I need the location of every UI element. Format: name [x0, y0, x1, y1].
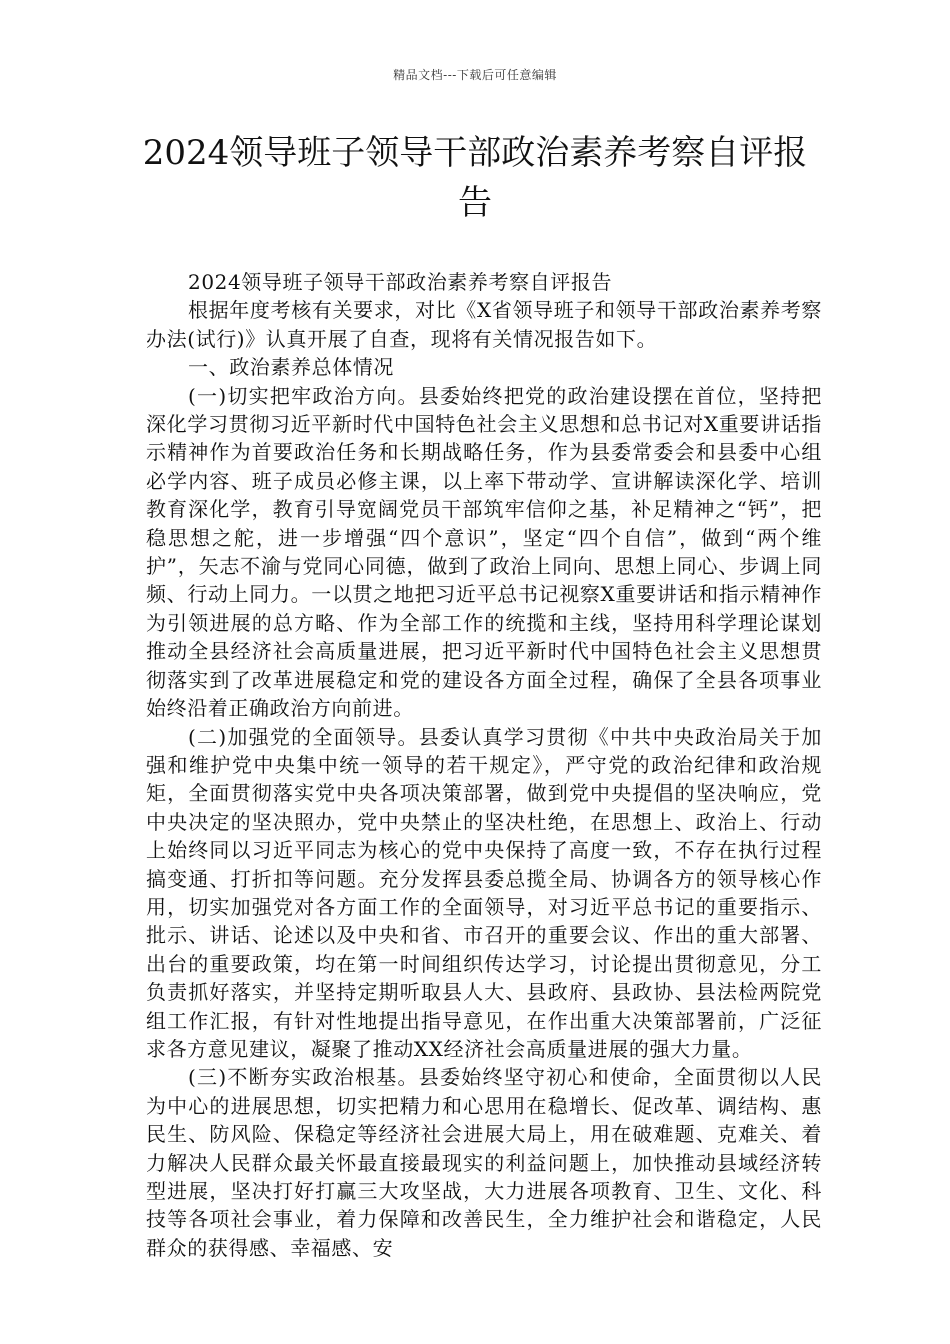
- body-subtitle: 2024领导班子领导干部政治素养考察自评报告: [188, 270, 613, 294]
- paragraph-party-leadership: (二)加强党的全面领导。县委认真学习贯彻《中共中央政治局关于加强和维护党中央集中统一领导的若干规定》，严守党的政治纪律和政治规矩，全面贯彻落实党中央各项决策部署，做到党中央提倡的坚决响应，党中央决定的坚决照办，党中央禁止的坚决杜绝，在思想上、政治上、行动上始终同以习近平同志为核心的党中央保持了高度一致，不存在执行过程搞变通、打折扣等问题。充分发挥县委总揽全局、协调各方的领导核心作用，切实加强党对各方面工作的全面领导，对习近平总书记的重要指示、批示、讲话、论述以及中央和省、市召开的重要会议、作出的重大部署、出台的重要政策，均在第一时间组织传达学习，讨论提出贯彻意见，分工负责抓好落实，并坚持定期听取县人大、县政府、县政协、县法检两院党组工作汇报，有针对性地提出指导意见，在作出重大决策部署前，广泛征求各方意见建议，凝聚了推动XX经济社会高质量进展的强大力量。: [146, 724, 822, 1061]
- document-body: [146, 268, 822, 1262]
- document-title: 2024领导班子领导干部政治素养考察自评报告: [142, 133, 808, 223]
- intro-paragraph: 根据年度考核有关要求，对比《X省领导班子和领导干部政治素养考察办法(试行)》认真开展了自查，现将有关情况报告如下。: [146, 298, 822, 351]
- header-note: 精品文档---下载后可任意编辑: [393, 68, 557, 82]
- section-heading-1: 一、政治素养总体情况: [188, 355, 394, 380]
- paragraph-political-foundation: (三)不断夯实政治根基。县委始终坚守初心和使命，全面贯彻以人民为中心的进展思想，切实把精力和心思用在稳增长、促改革、调结构、惠民生、防风险、保稳定等经济社会进展大局上，用在破难题、克难关、着力解决人民群众最关怀最直接最现实的利益问题上，加快推动县域经济转型进展，坚决打好打赢三大攻坚战，大力进展各项教育、卫生、文化、科技等各项社会事业，着力保障和改善民生，全力维护社会和谐稳定，人民群众的获得感、幸福感、安: [146, 1065, 822, 1260]
- paragraph-political-direction: (一)切实把牢政治方向。县委始终把党的政治建设摆在首位，坚持把深化学习贯彻习近平新时代中国特色社会主义思想和总书记对X重要讲话指示精神作为首要政治任务和长期战略任务，作为县委常委会和县委中心组必学内容、班子成员必修主课，以上率下带动学、宣讲解读深化学、培训教育深化学，教育引导宽阔党员干部筑牢信仰之基，补足精神之“钙”，把稳思想之舵，进一步增强“四个意识”，坚定“四个自信”，做到“两个维护”，矢志不渝与党同心同德，做到了政治上同向、思想上同心、步调上同频、行动上同力。一以贯之地把习近平总书记视察X重要讲话和指示精神作为引领进展的总方略、作为全部工作的统揽和主线，坚持用科学理论谋划推动全县经济社会高质量进展，把习近平新时代中国特色社会主义思想贯彻落实到了改革进展稳定和党的建设各方面全过程，确保了全县各项事业始终沿着正确政治方向前进。: [146, 383, 822, 721]
